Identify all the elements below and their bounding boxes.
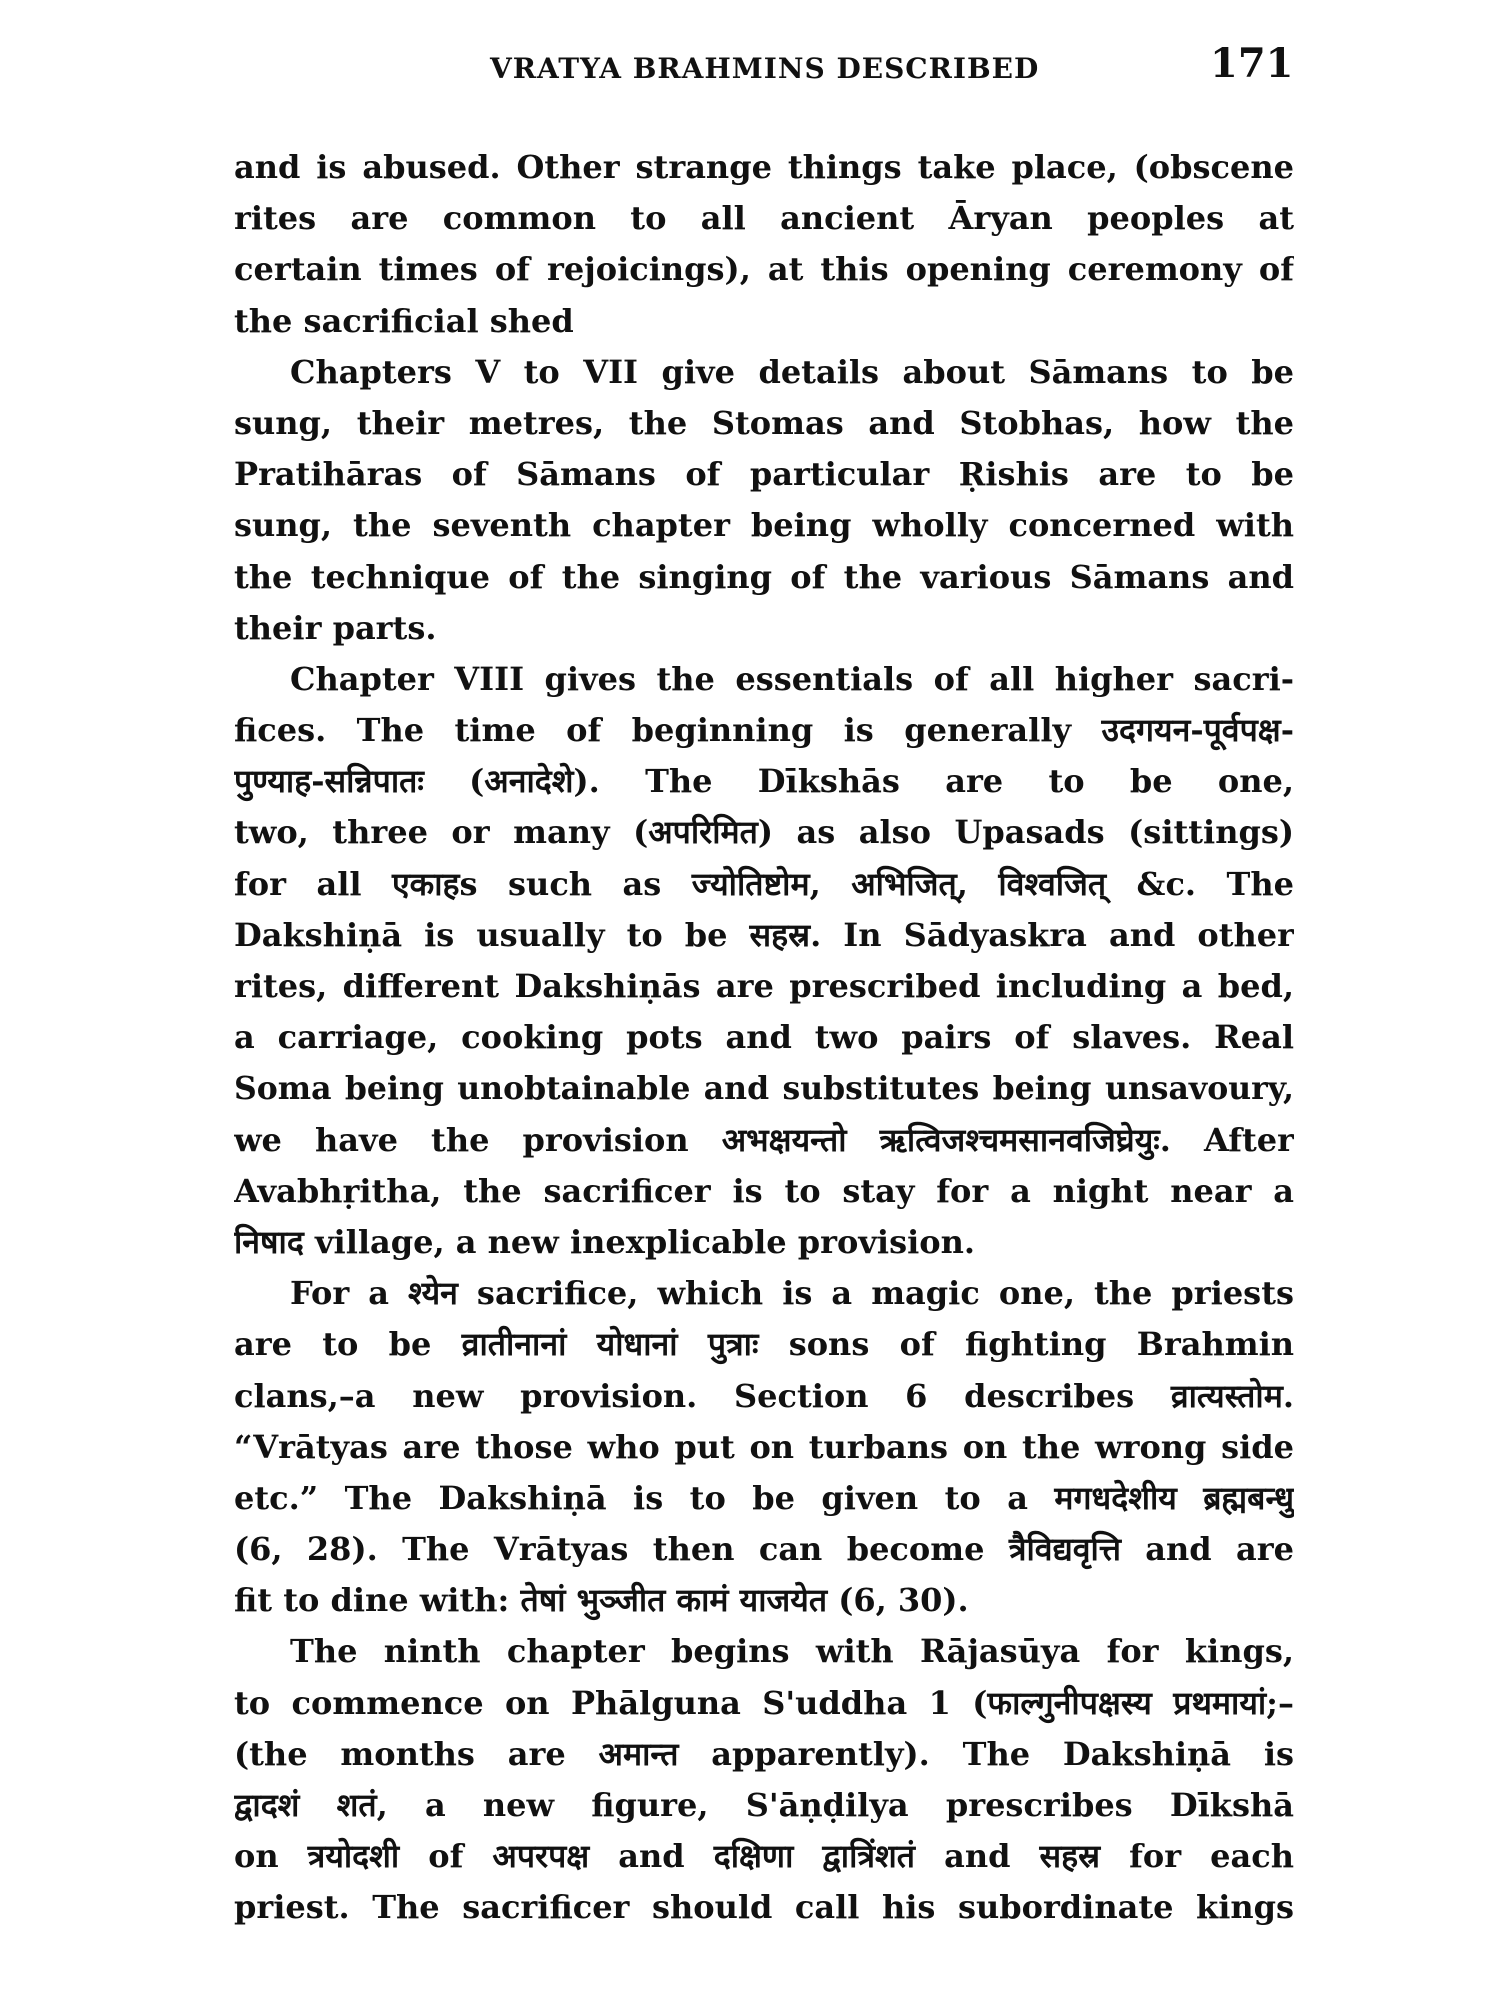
text-line: on त्रयोदशी of अपरपक्ष and दक्षिणा द्वात्रिंशतं and सहस्र for each bbox=[234, 1837, 1294, 1876]
text-line: Avabhṛitha, the sacrificer is to stay for a night near a bbox=[234, 1171, 1294, 1210]
text-line: two, three or many (अपरिमित) as also Upasads (sittings) bbox=[234, 813, 1294, 852]
paragraph-first-line: Chapters V to VII give details about Sāmans to be bbox=[290, 352, 1294, 391]
paragraph-first-line: Chapter VIII gives the essentials of all higher sacri- bbox=[290, 659, 1294, 698]
text-line: for all एकाहs such as ज्योतिष्टोम, अभिजित्, विश्वजित् &c. The bbox=[234, 864, 1294, 903]
text-line: clans,–a new provision. Section 6 describes व्रात्यस्तोम. bbox=[234, 1376, 1294, 1415]
paragraph-first-line: For a श्येन sacrifice, which is a magic one, the priests bbox=[290, 1274, 1294, 1313]
text-line: their parts. bbox=[234, 608, 437, 647]
text-line: Soma being unobtainable and substitutes being unsavoury, bbox=[234, 1070, 1294, 1108]
text-line: sung, their metres, the Stomas and Stobhas, how the bbox=[234, 403, 1294, 442]
paragraph-first-line: The ninth chapter begins with Rājasūya for kings, bbox=[290, 1632, 1294, 1671]
text-line: certain times of rejoicings), at this opening ceremony of bbox=[234, 250, 1294, 289]
text-line: Dakshiṇā is usually to be सहस्र. In Sādyaskra and other bbox=[234, 915, 1294, 954]
text-line: the sacrificial shed bbox=[234, 301, 574, 340]
text-line: (the months are अमान्त apparently). The Dakshiṇā is bbox=[234, 1734, 1294, 1773]
body-text bbox=[234, 142, 1294, 1934]
running-head-title: VRATYA BRAHMINS DESCRIBED bbox=[490, 52, 1040, 85]
page-number: 171 bbox=[1210, 40, 1294, 87]
text-line: priest. The sacrificer should call his subordinate kings bbox=[234, 1888, 1294, 1927]
text-line: we have the provision अभक्षयन्तो ऋत्विजश्चमसानवजिघ्रेयुः. After bbox=[234, 1120, 1294, 1159]
text-line: sung, the seventh chapter being wholly concerned with bbox=[234, 506, 1294, 545]
text-line: (6, 28). The Vrātyas then can become त्रैविद्यवृत्ति and are bbox=[234, 1530, 1294, 1569]
text-line: the technique of the singing of the various Sāmans and bbox=[234, 557, 1294, 596]
text-line: a carriage, cooking pots and two pairs of slaves. Real bbox=[234, 1018, 1294, 1057]
text-line: पुण्याह-सन्निपातः (अनादेशे). The Dīkshās are to be one, bbox=[234, 762, 1294, 801]
text-line: fit to dine with: तेषां भुञ्जीत कामं याजयेत (6, 30). bbox=[234, 1581, 969, 1620]
text-line: fices. The time of beginning is generally उदगयन-पूर्वपक्ष- bbox=[234, 711, 1294, 750]
text-line: rites are common to all ancient Āryan peoples at bbox=[234, 199, 1294, 238]
text-line: to commence on Phālguna S'uddha 1 (फाल्गुनीपक्षस्य प्रथमायां;– bbox=[234, 1683, 1294, 1722]
text-line: Pratihāras of Sāmans of particular Ṛishis are to be bbox=[234, 455, 1294, 494]
text-line: etc.” The Dakshiṇā is to be given to a मगधदेशीय ब्रह्मबन्धु bbox=[234, 1478, 1294, 1517]
text-line: निषाद village, a new inexplicable provision. bbox=[234, 1222, 976, 1261]
text-line: and is abused. Other strange things take place, (obscene bbox=[234, 148, 1294, 186]
text-line: are to be व्रातीनानां योधानां पुत्राः sons of fighting Brahmin bbox=[234, 1325, 1294, 1364]
text-line: rites, different Dakshiṇās are prescribed including a bed, bbox=[234, 967, 1294, 1005]
text-line: द्वादशं शतं, a new figure, S'āṇḍilya prescribes Dīkshā bbox=[234, 1786, 1294, 1824]
text-line: “Vrātyas are those who put on turbans on the wrong side bbox=[234, 1427, 1294, 1466]
